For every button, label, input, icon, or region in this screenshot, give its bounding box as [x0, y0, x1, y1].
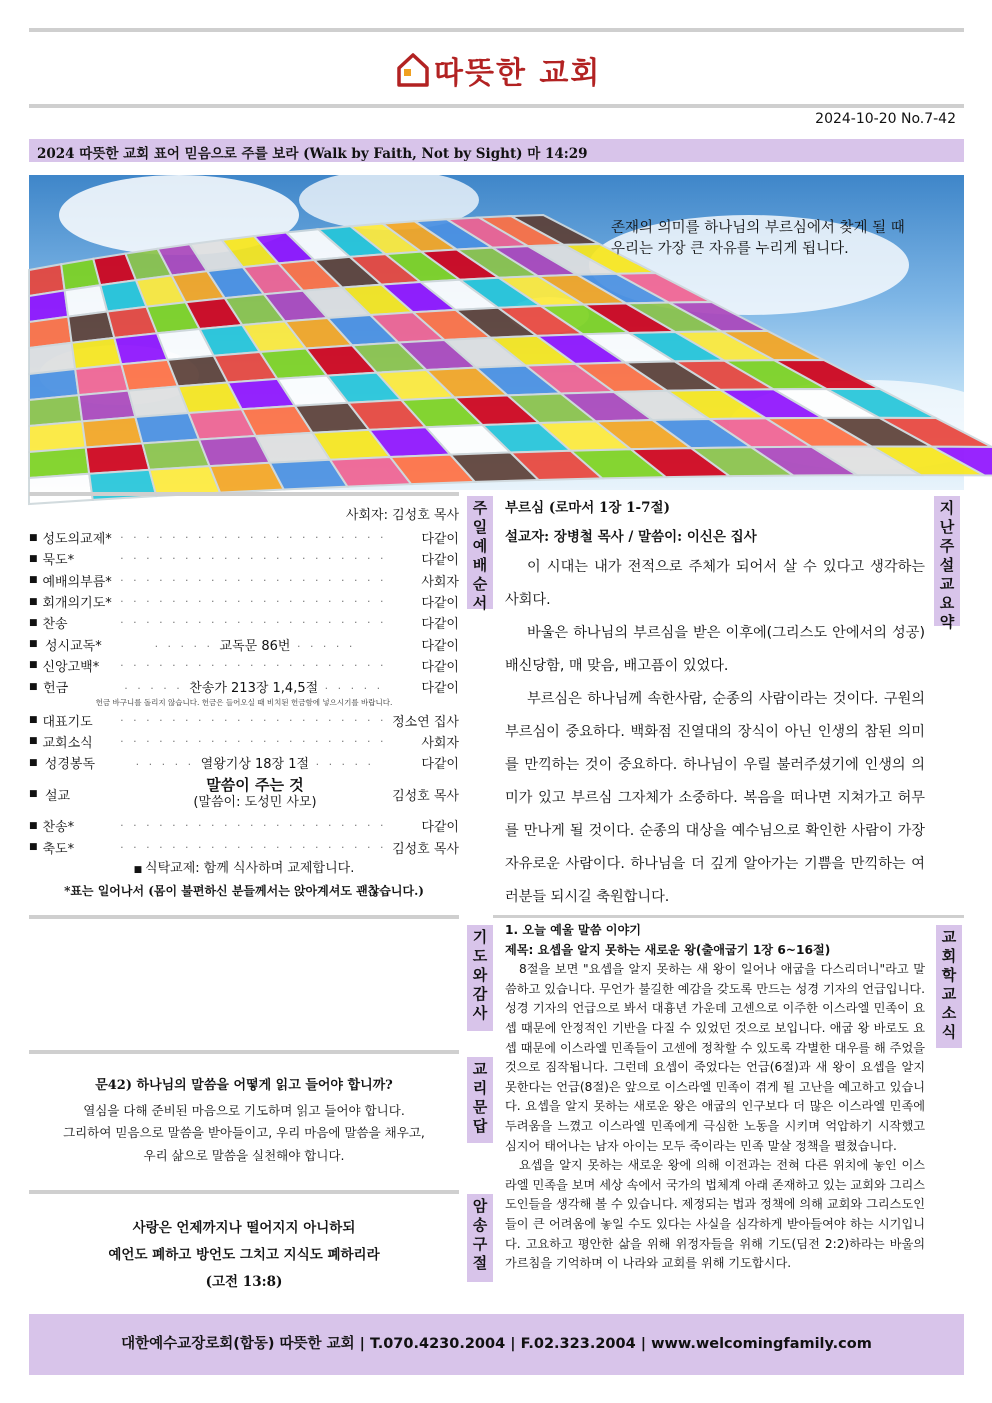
bullet: ■: [29, 575, 38, 586]
memory-verse: [29, 1215, 459, 1296]
hero-quote: [611, 218, 905, 260]
worship-item-name: 설교: [45, 788, 71, 804]
worship-item-person: 사회자: [421, 574, 459, 590]
worship-item-name: 성시교독*: [45, 638, 102, 654]
dot-leader: · · · · · · · · · · · · · · · · · · · · ·: [120, 713, 387, 727]
bullet: ■: [29, 617, 38, 628]
worship-item-person: 다같이: [421, 820, 459, 836]
worship-item-name: 헌금: [43, 681, 69, 697]
dot-leader: · · · · · · · · · · · · · · · · · · · · ·: [120, 595, 387, 609]
worship-item: [29, 655, 459, 676]
worship-item-person: 다같이: [421, 617, 459, 633]
worship-item: [29, 612, 459, 633]
tab-char: 회: [941, 947, 957, 965]
summary-paragraph: 부르심은 하나님께 속한사람, 순종의 사람이라는 것이다. 구원의 부르심이 중요하다. 백화점 진열대의 장식이 아닌 인생의 참된 의미를 만끽하는 것이 중요하다. 하나님이 우릴 불러주셨기에 인생의 의미가 있고 부르심 그자체가 소중하다. 복음을 떠나면 지쳐가고 허무를 만나게 될 것이다. 순종의 대상을 예수님으로 확인한 사람이 가장 자유로운 사람이다. 하나님을 더 깊게 알아가는 기쁨을 만끽하는 여러분들 되시길 축원합니다.: [505, 691, 925, 905]
bullet: ■: [29, 789, 38, 800]
worship-item-name: 회개의기도*: [42, 596, 112, 612]
tab-char: 교: [939, 575, 955, 593]
memory-verse-line: 사랑은 언제까지나 떨어지지 아니하되: [132, 1220, 356, 1236]
news-subheading: 제목: 요셉을 알지 못하는 새로운 왕(출애굽기 1장 6~16절): [505, 942, 831, 957]
house-icon: [396, 52, 430, 88]
worship-item-person: 다같이: [421, 553, 459, 569]
sermon-title: 말씀이 주는 것: [206, 776, 304, 795]
news-paragraph: 요셉을 알지 못하는 새로운 왕에 의해 이전과는 전혀 다른 위치에 놓인 이스라엘 민족을 보며 세상 속에서 국가의 법체계 아래 존재하고 있는 교회와 그리스도인들을 생각해 볼 수 있습니다. 제정되는 법과 정책에 의해 교회와 그리스도인들이 큰 어려움에 놓일 수도 있다는 사실을 심각하게 받아들여야 하는 시기입니다. 고요하고 평안한 삶을 위해 위정자들을 위해 기도(딤전 2:2)하라는 바울의 가르침을 기억하며 이 나라와 교회를 위해 기도합시다.: [505, 1158, 925, 1271]
dot-leader: · · · · · · · · · · · · · · · · · · · · ·: [120, 840, 387, 854]
tab-char: 지: [939, 499, 955, 517]
dot-leader: · · · · · · · · · · · · · · · · · · · · ·: [120, 552, 387, 566]
bullet: ■: [133, 864, 146, 875]
worship-item-name: 찬송: [42, 617, 68, 633]
tab-char: 서: [472, 594, 488, 612]
church-motto: 2024 따뜻한 교회 표어 믿음으로 주를 보라 (Walk by Faith, Not by Sight) 마 14:29: [29, 139, 964, 162]
sermon-summary: [505, 496, 925, 914]
bullet: ■: [29, 715, 38, 726]
bullet: ■: [29, 736, 38, 747]
tab-char: 암: [472, 1197, 488, 1215]
glass-pane: [86, 443, 150, 473]
worship-item: [29, 527, 459, 548]
sermon-title-block: [137, 777, 373, 811]
section-rule: [29, 1050, 459, 1054]
worship-order: [29, 505, 459, 902]
worship-item-name: 성경봉독: [44, 757, 96, 773]
worship-item: [29, 752, 459, 773]
tab-char: 식: [941, 1023, 957, 1041]
dot-leader: · · · · · · · · · · · · · · · · · · · · ·: [120, 734, 387, 748]
meal-note-text: 식탁교제: 함께 식사하며 교제합니다.: [145, 860, 355, 876]
worship-item-person: 김성호 목사: [392, 788, 459, 804]
tab-char: 와: [472, 966, 488, 984]
summary-speaker: 설교자: 장병철 목사 / 말씀이: 이신은 집사: [505, 529, 757, 545]
tab-char: 약: [939, 613, 955, 631]
worship-item-person: 다같이: [421, 596, 459, 612]
footer-contact: 대한예수교장로회(합동) 따뜻한 교회 | T.070.4230.2004 | F.02.323.2004 | www.welcomingfamily.com: [29, 1314, 964, 1375]
worship-item-detail: 찬송가 213장 1,4,5절: [189, 681, 319, 697]
tab-char: 구: [472, 1235, 488, 1253]
tab-char: 문: [472, 1098, 488, 1116]
news-paragraph: 8절을 보면 "요셉을 알지 못하는 새 왕이 일어나 애굽을 다스리더니"라고 말씀하고 있습니다. 무언가 불길한 예감을 갖도록 만드는 성경 기자의 언급입니다. 성경 기자의 언급으로 봐서 대흉년 가운데 고센으로 이주한 이스라엘 민족이 요셉 때문에 안정적인 기반을 다질 수 있었던 것으로 보입니다. 애굽 왕 바로도 요셉 때문에 이스라엘 민족들이 고센에 정착할 수 있도록 각별한 대우를 해 주었을 것으로 짐작됩니다. 그런데 요셉이 죽었다는 언급(6절)과 새 왕이 요셉을 알지 못한다는 언급(8절)은 앞으로 이스라엘 민족이 겪게 될 고난을 예고하고 있습니다. 요셉을 알지 못하는 새로운 왕은 애굽의 인구보다 더 많은 이스라엘 민족에 두려움을 느꼈고 이스라엘 민족에게 극심한 노동을 시키며 억압하기 시작했고 심지어 태어나는 남자 아이는 모두 죽이라는 민족 말살 정책을 펼쳤습니다.: [505, 962, 925, 1153]
top-rule: [29, 28, 964, 32]
tab-char: 예: [472, 537, 488, 555]
tab-char: 절: [472, 1254, 488, 1272]
section-rule: [29, 915, 459, 919]
tab-worship-order: [467, 496, 493, 612]
worship-item-name: 예배의부름*: [42, 574, 112, 590]
tab-char: 감: [472, 985, 488, 1003]
tab-char: 송: [472, 1216, 488, 1234]
tab-sermon-summary: [934, 496, 960, 631]
worship-item-person: 다같이: [421, 681, 459, 697]
worship-item-name: 축도*: [42, 841, 75, 857]
bullet: ■: [29, 639, 38, 650]
bullet: ■: [29, 660, 38, 671]
dot-leader: · · · · · 열왕기상 18장 1절 · · · · ·: [135, 757, 375, 773]
tab-prayer: [467, 925, 493, 1031]
hero-quote-line: 존재의 의미를 하나님의 부르심에서 찾게 될 때: [611, 220, 905, 236]
worship-item-name: 신앙고백*: [42, 659, 100, 675]
tab-char: 주: [472, 499, 488, 517]
tab-char: 기: [472, 928, 488, 946]
tab-catechism: [467, 1057, 493, 1143]
dot-leader: · · · · · · · · · · · · · · · · · · · · ·: [120, 819, 387, 833]
tab-char: 답: [472, 1117, 488, 1135]
bullet: ■: [29, 553, 38, 564]
section-rule: [493, 915, 964, 918]
catechism-question: 문42) 하나님의 말씀을 어떻게 읽고 들어야 합니까?: [95, 1078, 393, 1093]
tab-char: 설: [939, 556, 955, 574]
meal-note: [29, 858, 459, 880]
worship-item: [29, 633, 459, 654]
tab-char: 사: [472, 1004, 488, 1022]
summary-paragraph: 바울은 하나님의 부르심을 받은 이후에(그리스도 안에서의 성공) 배신당함, 매 맞음, 배고픔이 있었다.: [505, 625, 925, 674]
worship-item-detail: 열왕기상 18장 1절: [200, 757, 310, 773]
worship-item: [29, 548, 459, 569]
bullet: ■: [29, 820, 38, 831]
worship-item: [29, 591, 459, 612]
bullet: ■: [29, 842, 38, 853]
memory-verse-line: 예언도 폐하고 방언도 그치고 지식도 폐하리라: [108, 1247, 380, 1263]
worship-item: [29, 731, 459, 752]
church-logo: [396, 44, 601, 96]
church-school-news: [505, 921, 925, 1274]
worship-item: [29, 837, 459, 858]
tab-char: 난: [939, 518, 955, 536]
section-rule: [29, 1190, 459, 1194]
catechism: [29, 1075, 459, 1167]
worship-items: [29, 527, 459, 697]
dot-leader: · · · · · · · · · · · · · · · · · · · · ·: [120, 616, 387, 630]
bullet: ■: [29, 532, 38, 543]
tab-char: 요: [939, 594, 955, 612]
worship-item: [29, 570, 459, 591]
tab-char: 교: [472, 1060, 488, 1078]
dot-leader: · · · · · · · · · · · · · · · · · · · · ·: [120, 573, 387, 587]
summary-paragraph: 이 시대는 내가 전적으로 주체가 되어서 살 수 있다고 생각하는 사회다.: [505, 559, 925, 608]
dot-leader: · · · · · · · · · · · · · · · · · · · · ·: [120, 658, 387, 672]
dot-leader: · · · · · · · · · · · · · · · · · · · · ·: [120, 531, 387, 545]
worship-item-person: 사회자: [421, 735, 459, 751]
bullet: ■: [29, 596, 38, 607]
tab-char: 도: [472, 947, 488, 965]
memory-verse-ref: (고전 13:8): [205, 1274, 283, 1290]
tab-memory-verse: [467, 1194, 493, 1282]
worship-item-person: 다같이: [421, 659, 459, 675]
news-heading: 1. 오늘 예울 말씀 이야기: [505, 923, 642, 937]
glass-pane: [82, 417, 142, 448]
worship-item-name: 교회소식: [42, 735, 93, 751]
bullet: ■: [29, 757, 38, 768]
tab-char: 소: [941, 1004, 957, 1022]
worship-item-person: 김성호 목사: [392, 841, 459, 857]
worship-item-person: 다같이: [421, 757, 459, 773]
tab-char: 순: [472, 575, 488, 593]
tab-char: 교: [941, 928, 957, 946]
worship-item-detail: 교독문 86번: [219, 638, 291, 654]
hero-image: [29, 175, 964, 490]
worship-item-name: 찬송*: [42, 820, 75, 836]
worship-item-name: 성도의교제*: [42, 532, 112, 548]
catechism-answer-line: 열심을 다해 준비된 마음으로 기도하며 읽고 들어야 합니다.: [83, 1102, 405, 1118]
worship-items: [29, 709, 459, 773]
church-name: 따뜻한 교회: [434, 56, 602, 91]
tab-char: 교: [941, 985, 957, 1003]
tab-char: 리: [472, 1079, 488, 1097]
tab-char: 학: [941, 966, 957, 984]
dot-leader: · · · · · 교독문 86번 · · · · ·: [154, 638, 356, 654]
bullet: ■: [29, 681, 38, 692]
tab-church-school-news: [936, 925, 962, 1048]
hero-quote-line: 우리는 가장 큰 자유를 누리게 됩니다.: [611, 241, 849, 257]
worship-item: [29, 815, 459, 836]
glass-pane: [142, 440, 209, 470]
worship-item-person: 다같이: [421, 638, 459, 654]
worship-item-person: 다같이: [421, 532, 459, 548]
sermon-translator: (말씀이: 도성민 사모): [193, 795, 317, 811]
header-rule: [29, 104, 964, 108]
dot-leader: · · · · · 찬송가 213장 1,4,5절 · · · · ·: [124, 681, 384, 697]
tab-char: 배: [472, 556, 488, 574]
glass-pane: [29, 474, 93, 504]
worship-item-person: 정소연 집사: [392, 714, 459, 730]
offering-note: 헌금 바구니를 돌리지 않습니다. 헌금은 들어오실 때 비치된 헌금함에 넣으시기를 바랍니다.: [95, 698, 393, 708]
tab-char: 주: [939, 537, 955, 555]
worship-item-name: 대표기도: [42, 714, 93, 730]
worship-item-sermon: [29, 773, 459, 815]
stand-note: *표는 일어나서 (몸이 불편하신 분들께서는 앉아계셔도 괜찮습니다.): [64, 883, 424, 898]
worship-items: [29, 815, 459, 858]
worship-item-name: 묵도*: [42, 553, 75, 569]
summary-title: 부르심 (로마서 1장 1-7절): [505, 500, 670, 516]
worship-item: [29, 709, 459, 730]
presider: 사회자: 김성호 목사: [345, 508, 459, 523]
catechism-answer-line: 그리하여 믿음으로 말씀을 받아들이고, 우리 마음에 말씀을 채우고,: [63, 1125, 425, 1140]
catechism-answer-line: 우리 삶으로 말씀을 실천해야 합니다.: [143, 1147, 345, 1163]
section-rule: [29, 492, 459, 496]
worship-item: [29, 676, 459, 697]
issue-date: 2024-10-20 No.7-42: [815, 111, 956, 127]
tab-char: 일: [472, 518, 488, 536]
